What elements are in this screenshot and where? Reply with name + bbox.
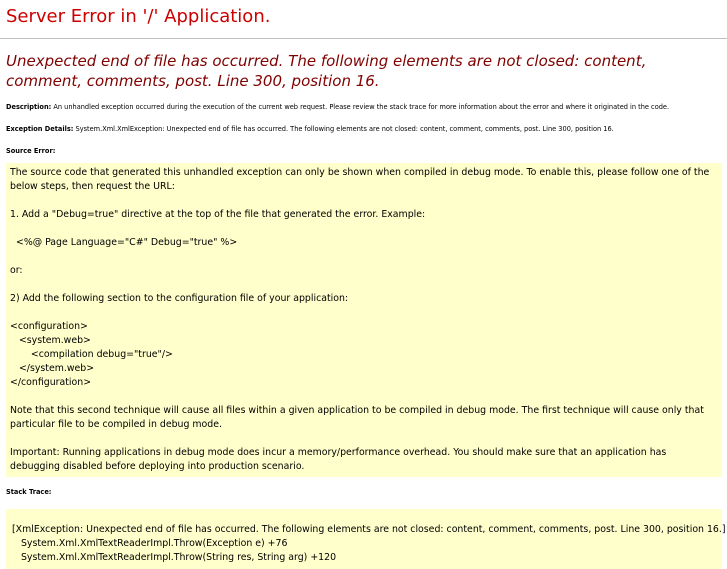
source-error-or: or: bbox=[10, 265, 23, 276]
source-error-box bbox=[6, 163, 722, 477]
title-divider bbox=[0, 38, 727, 39]
page-title: Server Error in '/' Application. bbox=[6, 6, 271, 27]
exception-details-line bbox=[6, 124, 721, 134]
description-text: An unhandled exception occurred during the execution of the current web request. Please review the stack trace for more information about the error and where it originated in the code. bbox=[51, 103, 670, 111]
source-error-intro: The source code that generated this unhandled exception can only be shown when compiled in debug mode. To enable this, please follow one of the below steps, then request the URL: bbox=[10, 167, 710, 192]
source-error-heading bbox=[6, 146, 721, 156]
source-error-step2: 2) Add the following section to the configuration file of your application: bbox=[10, 293, 349, 304]
directive-example: <%@ Page Language="C#" Debug="true" %> bbox=[10, 237, 238, 248]
exception-details-text: System.Xml.XmlException: Unexpected end of file has occurred. The following elements are not closed: content, comment, comments, post. Line 300, position 16. bbox=[73, 125, 614, 133]
source-error-step1: 1. Add a "Debug=true" directive at the top of the file that generated the error. Example: bbox=[10, 209, 426, 220]
exception-details-label: Exception Details: bbox=[6, 125, 74, 133]
stack-trace-label: Stack Trace: bbox=[6, 488, 52, 496]
description-label: Description: bbox=[6, 103, 52, 111]
stack-trace-text: [XmlException: Unexpected end of file has occurred. The following elements are not closed: content, comment, comments, post. Line 300, position 16.] System.Xml.XmlTextReaderImpl.Throw(Exception e) +76 System.Xml.XmlTextReaderImpl.Throw(String res, String arg) +120 bbox=[12, 524, 726, 563]
stack-trace-heading bbox=[6, 487, 721, 497]
error-message: Unexpected end of file has occurred. The following elements are not closed: content, comment, comments, post. Line 300, position 16. bbox=[6, 52, 647, 90]
config-example: <configuration> <system.web> <compilation debug="true"/> </system.web> </configuration> bbox=[10, 321, 173, 388]
stack-trace-box bbox=[6, 509, 726, 569]
description-line bbox=[6, 102, 721, 112]
source-error-important: Important: Running applications in debug mode does incur a memory/performance overhead. You should make sure that an application has debugging disabled before deploying into production scenario. bbox=[10, 447, 667, 472]
source-error-label: Source Error: bbox=[6, 147, 56, 155]
source-error-note: Note that this second technique will cause all files within a given application to be compiled in debug mode. The first technique will cause only that particular file to be compiled in debug mode. bbox=[10, 405, 704, 430]
